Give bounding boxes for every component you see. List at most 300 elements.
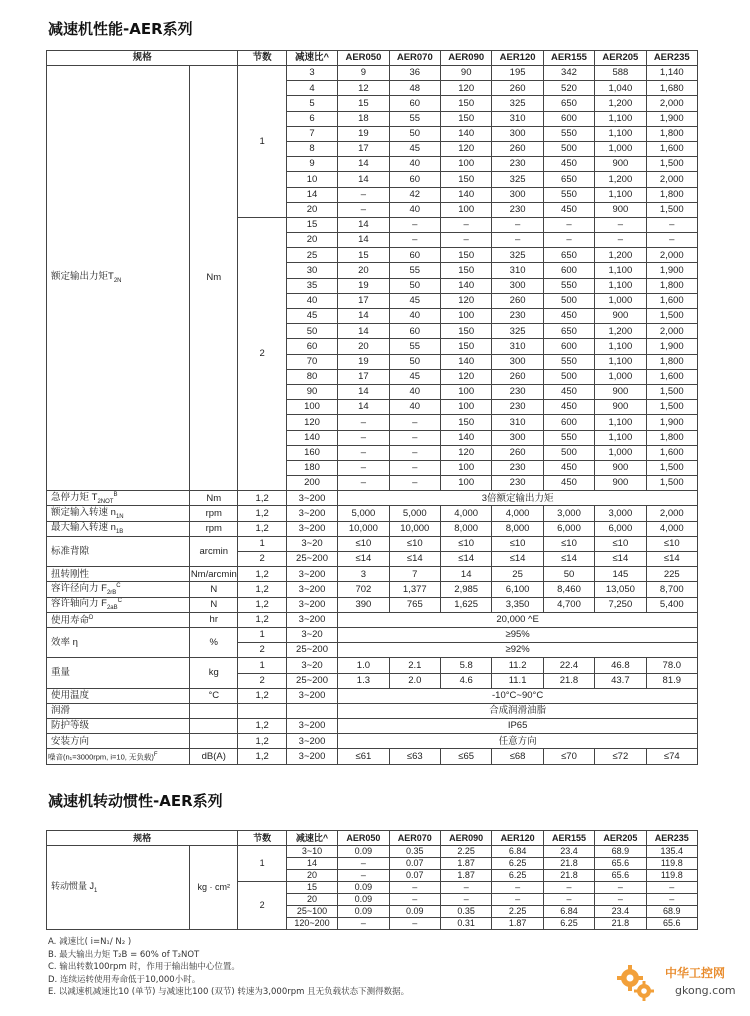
stage-cell: 1,2 — [238, 567, 286, 582]
stage-cell: 2 — [238, 217, 286, 490]
inertia-label — [47, 846, 190, 930]
axial-cell: 5,400 — [646, 597, 697, 612]
ratio-cell: 45 — [286, 309, 337, 324]
value-cell: – — [595, 894, 646, 906]
col-header: AER155 — [543, 51, 594, 66]
lube-row — [47, 703, 698, 718]
value-cell: 325 — [492, 96, 543, 111]
value-cell: 12 — [338, 81, 389, 96]
noise-cell: ≤63 — [389, 749, 440, 764]
rated_speed-cell: 4,000 — [492, 506, 543, 521]
backlash-cell: ≤10 — [389, 536, 440, 551]
value-cell: 1.87 — [441, 858, 492, 870]
axial-unit: N — [190, 597, 238, 612]
noise-cell: ≤70 — [543, 749, 594, 764]
value-cell: 2.25 — [492, 906, 543, 918]
ratio-cell: 20 — [286, 233, 337, 248]
weight-cell: 4.6 — [441, 673, 492, 688]
value-cell: 45 — [389, 369, 440, 384]
value-cell: 600 — [543, 339, 594, 354]
value-cell: 48 — [389, 81, 440, 96]
max_speed-cell: 6,000 — [595, 521, 646, 536]
page-title-inertia: 减速机转动惯性-AER系列 — [48, 792, 223, 810]
inertia-table — [46, 830, 698, 930]
axial-cell: 765 — [389, 597, 440, 612]
value-cell: 14 — [338, 157, 389, 172]
temp-label-text: 使用温度 — [51, 690, 90, 702]
mount-label: 安装方向 — [47, 734, 190, 749]
ratio-cell: 60 — [286, 339, 337, 354]
value-cell: 230 — [492, 157, 543, 172]
stage-cell: 1 — [238, 846, 286, 882]
noise-cell: ≤74 — [646, 749, 697, 764]
ratio-cell: 100 — [286, 400, 337, 415]
value-cell: 1,100 — [595, 263, 646, 278]
value-cell: 21.8 — [543, 858, 594, 870]
value-cell: 19 — [338, 126, 389, 141]
axial-cell: 7,250 — [595, 597, 646, 612]
inertia-label-text: 转动惯量 J — [51, 880, 95, 891]
lube-label: 润滑 — [47, 703, 190, 718]
max_speed-cell: 10,000 — [338, 521, 389, 536]
value-cell: 1,200 — [595, 172, 646, 187]
footnote-line: E. 以减速机减速比10 (单节) 与减速比100 (双节) 转速为3,000rpm 且无负载状态下测得数据。 — [48, 987, 410, 997]
value-cell: – — [543, 233, 594, 248]
rated_speed-cell: 2,000 — [646, 506, 697, 521]
protect-unit — [190, 719, 238, 734]
ratio-cell: 3~200 — [286, 597, 337, 612]
max_speed-label-text: 最大输入转速 n — [51, 521, 116, 533]
rated_speed-row — [47, 506, 698, 521]
value-cell: 2.25 — [441, 846, 492, 858]
value-cell: – — [389, 415, 440, 430]
table-row — [47, 66, 698, 81]
value-cell: 650 — [543, 324, 594, 339]
value-cell: 0.09 — [338, 882, 389, 894]
estop-unit: Nm — [190, 491, 238, 506]
value-cell: 119.8 — [646, 858, 697, 870]
value-cell: 100 — [441, 400, 492, 415]
value-cell: – — [595, 233, 646, 248]
noise-row — [47, 749, 698, 764]
value-cell: – — [338, 476, 389, 491]
value-cell: 150 — [441, 339, 492, 354]
ratio-cell: 4 — [286, 81, 337, 96]
weight-cell: 5.8 — [441, 658, 492, 673]
value-cell: – — [389, 445, 440, 460]
value-cell: 14 — [338, 400, 389, 415]
value-cell: – — [389, 894, 440, 906]
stiffness-label-text: 扭转刚性 — [51, 568, 90, 580]
value-cell: 650 — [543, 248, 594, 263]
noise-unit: dB(A) — [190, 749, 238, 764]
weight-cell: 43.7 — [595, 673, 646, 688]
value-cell: – — [389, 460, 440, 475]
value-cell: 60 — [389, 248, 440, 263]
footnotes — [48, 936, 409, 999]
value-cell: 50 — [389, 278, 440, 293]
radial-label-subscript: 2rB — [106, 589, 117, 596]
value-cell: 300 — [492, 126, 543, 141]
value-cell: – — [338, 858, 389, 870]
col-header: AER205 — [595, 51, 646, 66]
inertia-unit: kg · cm² — [190, 846, 238, 930]
ratio-cell: 3~200 — [286, 582, 337, 597]
value-cell: 325 — [492, 324, 543, 339]
value-cell: 140 — [441, 126, 492, 141]
ratio-cell: 5 — [286, 96, 337, 111]
stiffness-cell: 7 — [389, 567, 440, 582]
value-cell: 1,600 — [646, 445, 697, 460]
stiffness-row — [47, 567, 698, 582]
rated_speed-cell: 5,000 — [389, 506, 440, 521]
value-cell: – — [389, 476, 440, 491]
ratio-cell — [286, 703, 337, 718]
radial-cell: 1,377 — [389, 582, 440, 597]
footnote-line: A. 减速比( i=N₁/ N₂ ) — [48, 937, 132, 947]
backlash-cell: ≤14 — [441, 552, 492, 567]
noise-cell: ≤68 — [492, 749, 543, 764]
radial-label — [47, 582, 190, 597]
value-cell: 150 — [441, 263, 492, 278]
ratio-cell: 3~200 — [286, 749, 337, 764]
value-cell: 60 — [389, 172, 440, 187]
value-cell: 1,500 — [646, 384, 697, 399]
ratio-cell: 3~20 — [286, 536, 337, 551]
ratio-cell: 3~200 — [286, 521, 337, 536]
value-cell: 310 — [492, 263, 543, 278]
value-cell: 650 — [543, 96, 594, 111]
ratio-cell: 15 — [286, 882, 337, 894]
value-cell: 1,000 — [595, 445, 646, 460]
rated_speed-cell: 3,000 — [543, 506, 594, 521]
rated_speed-label-text: 额定输入转速 n — [51, 506, 116, 518]
value-cell: 90 — [441, 66, 492, 81]
ratio-cell: 200 — [286, 476, 337, 491]
value-cell: 0.35 — [389, 846, 440, 858]
value-cell: 1,200 — [595, 324, 646, 339]
weight-label: 重量 — [47, 658, 190, 688]
radial-cell: 8,460 — [543, 582, 594, 597]
value-cell: – — [338, 918, 389, 930]
value-cell: 1,040 — [595, 81, 646, 96]
value-cell: 520 — [543, 81, 594, 96]
value-cell: 550 — [543, 430, 594, 445]
value-cell: 150 — [441, 324, 492, 339]
axial-cell: 1,625 — [441, 597, 492, 612]
value-cell: 18 — [338, 111, 389, 126]
value-cell: 300 — [492, 354, 543, 369]
torque-label-text: 额定输出力矩T — [51, 271, 114, 283]
weight-cell: 78.0 — [646, 658, 697, 673]
value-cell: 1,000 — [595, 369, 646, 384]
value-cell: 150 — [441, 172, 492, 187]
noise-cell: ≤61 — [338, 749, 389, 764]
radial-unit: N — [190, 582, 238, 597]
col-header-spec: 规格 — [47, 831, 238, 846]
value-cell: 65.6 — [595, 870, 646, 882]
value-cell: 55 — [389, 339, 440, 354]
backlash-cell: ≤14 — [543, 552, 594, 567]
value-cell: 450 — [543, 157, 594, 172]
value-cell: 100 — [441, 202, 492, 217]
ratio-cell: 25~100 — [286, 906, 337, 918]
estop-label-subscript: 2NOT — [97, 498, 114, 505]
backlash-cell: ≤10 — [441, 536, 492, 551]
max_speed-label-subscript: 1B — [115, 528, 124, 535]
ratio-cell: 70 — [286, 354, 337, 369]
protect-value: IP65 — [338, 719, 698, 734]
axial-cell: 390 — [338, 597, 389, 612]
value-cell: 500 — [543, 445, 594, 460]
stiffness-unit: Nm/arcmin — [190, 567, 238, 582]
ratio-cell: 8 — [286, 141, 337, 156]
ratio-cell: 15 — [286, 217, 337, 232]
value-cell: 17 — [338, 369, 389, 384]
temp-value: -10°C~90°C — [338, 688, 698, 703]
value-cell: 1,100 — [595, 339, 646, 354]
life-unit: hr — [190, 612, 238, 627]
axial-label-superscript: C — [117, 598, 122, 605]
efficiency-label: 效率 η — [47, 627, 190, 657]
value-cell: – — [338, 870, 389, 882]
value-cell: – — [441, 882, 492, 894]
radial-label-superscript: C — [116, 582, 121, 589]
col-header: AER050 — [338, 831, 389, 846]
watermark-logo — [615, 960, 745, 1008]
value-cell: 2,000 — [646, 248, 697, 263]
value-cell: – — [441, 894, 492, 906]
value-cell: – — [338, 187, 389, 202]
value-cell: 100 — [441, 157, 492, 172]
stage-cell: 1 — [238, 627, 286, 642]
header-row — [47, 51, 698, 66]
max_speed-cell: 6,000 — [543, 521, 594, 536]
value-cell: 45 — [389, 141, 440, 156]
weight-cell: 2.1 — [389, 658, 440, 673]
max_speed-cell: 4,000 — [646, 521, 697, 536]
value-cell: 1,800 — [646, 430, 697, 445]
estop-label-superscript: B — [113, 491, 118, 498]
radial-cell: 13,050 — [595, 582, 646, 597]
value-cell: – — [646, 217, 697, 232]
value-cell: 600 — [543, 263, 594, 278]
value-cell: 260 — [492, 141, 543, 156]
ratio-cell: 25~200 — [286, 673, 337, 688]
col-header: 节数 — [238, 831, 286, 846]
ratio-cell: 3~200 — [286, 688, 337, 703]
axial-label-subscript: 2aB — [106, 605, 118, 612]
value-cell: 2,000 — [646, 324, 697, 339]
ratio-cell: 140 — [286, 430, 337, 445]
stiffness-cell: 14 — [441, 567, 492, 582]
value-cell: – — [338, 430, 389, 445]
axial-cell: 3,350 — [492, 597, 543, 612]
footnote-line: B. 最大输出力矩 T₂B = 60% of T₂NOT — [48, 949, 200, 960]
col-header: AER050 — [338, 51, 389, 66]
value-cell: 14 — [338, 233, 389, 248]
value-cell: 68.9 — [595, 846, 646, 858]
value-cell: – — [595, 217, 646, 232]
stage-cell: 1,2 — [238, 688, 286, 703]
value-cell: 1,800 — [646, 278, 697, 293]
value-cell: 0.09 — [389, 906, 440, 918]
value-cell: 14 — [338, 217, 389, 232]
axial-label — [47, 597, 190, 612]
value-cell: 50 — [389, 126, 440, 141]
ratio-cell: 3 — [286, 66, 337, 81]
value-cell: 1,900 — [646, 263, 697, 278]
backlash-unit: arcmin — [190, 536, 238, 566]
value-cell: 230 — [492, 460, 543, 475]
value-cell: 650 — [543, 172, 594, 187]
value-cell: 500 — [543, 369, 594, 384]
mount-value: 任意方向 — [338, 734, 698, 749]
life-value: 20,000 ^E — [338, 612, 698, 627]
value-cell: – — [389, 918, 440, 930]
stage-cell: 1,2 — [238, 719, 286, 734]
noise-label-superscript: F — [153, 752, 158, 759]
ratio-cell: 3~200 — [286, 491, 337, 506]
value-cell: 342 — [543, 66, 594, 81]
value-cell: 450 — [543, 384, 594, 399]
value-cell: 195 — [492, 66, 543, 81]
value-cell: 0.09 — [338, 894, 389, 906]
value-cell: 19 — [338, 278, 389, 293]
value-cell: 900 — [595, 476, 646, 491]
value-cell: – — [338, 202, 389, 217]
value-cell: 9 — [338, 66, 389, 81]
value-cell: 230 — [492, 400, 543, 415]
value-cell: 6.25 — [543, 918, 594, 930]
col-header: 减速比^ — [286, 831, 337, 846]
torque-unit: Nm — [190, 66, 238, 491]
value-cell: – — [338, 460, 389, 475]
value-cell: 1,600 — [646, 141, 697, 156]
value-cell: 450 — [543, 460, 594, 475]
inertia-label-subscript: 1 — [94, 887, 98, 894]
backlash-cell: ≤14 — [646, 552, 697, 567]
value-cell: 900 — [595, 460, 646, 475]
value-cell: 14 — [338, 309, 389, 324]
value-cell: – — [543, 882, 594, 894]
radial-cell: 6,100 — [492, 582, 543, 597]
rated_speed-label-subscript: 1N — [115, 513, 124, 520]
value-cell: 14 — [338, 384, 389, 399]
estop-label — [47, 491, 190, 506]
header-row — [47, 831, 698, 846]
stage-cell: 1,2 — [238, 582, 286, 597]
value-cell: 65.6 — [595, 858, 646, 870]
noise-cell: ≤65 — [441, 749, 492, 764]
value-cell: 310 — [492, 339, 543, 354]
value-cell: 230 — [492, 202, 543, 217]
value-cell: 260 — [492, 81, 543, 96]
value-cell: 140 — [441, 430, 492, 445]
value-cell: 120 — [441, 293, 492, 308]
value-cell: 260 — [492, 445, 543, 460]
backlash-cell: ≤14 — [338, 552, 389, 567]
value-cell: – — [389, 430, 440, 445]
performance-table — [46, 50, 698, 765]
value-cell: 2,000 — [646, 96, 697, 111]
value-cell: – — [646, 233, 697, 248]
col-header: AER205 — [595, 831, 646, 846]
value-cell: – — [595, 882, 646, 894]
value-cell: 140 — [441, 354, 492, 369]
radial-cell: 8,700 — [646, 582, 697, 597]
stage-cell: 2 — [238, 882, 286, 930]
value-cell: 1,100 — [595, 126, 646, 141]
value-cell: 230 — [492, 476, 543, 491]
value-cell: 45 — [389, 293, 440, 308]
value-cell: 0.07 — [389, 858, 440, 870]
ratio-cell: 20 — [286, 202, 337, 217]
max_speed-cell: 8,000 — [441, 521, 492, 536]
stage-cell: 1,2 — [238, 491, 286, 506]
value-cell: 15 — [338, 248, 389, 263]
value-cell: 310 — [492, 415, 543, 430]
footnote-line: C. 输出转数100rpm 时，作用于输出轴中心位置。 — [48, 962, 240, 972]
col-header: AER120 — [492, 51, 543, 66]
col-header: AER235 — [646, 51, 697, 66]
col-header: AER090 — [441, 51, 492, 66]
lube-value: 合成润滑油脂 — [338, 703, 698, 718]
noise-label-text: 噪音(n₁=3000rpm, i=10, 无负载) — [48, 752, 154, 762]
value-cell: 1,800 — [646, 126, 697, 141]
value-cell: 550 — [543, 354, 594, 369]
value-cell: 450 — [543, 202, 594, 217]
value-cell: – — [441, 217, 492, 232]
col-header: AER070 — [389, 51, 440, 66]
ratio-cell: 14 — [286, 858, 337, 870]
ratio-cell: 3~10 — [286, 846, 337, 858]
value-cell: 23.4 — [595, 906, 646, 918]
col-header: 减速比^ — [286, 51, 337, 66]
ratio-cell: 20 — [286, 870, 337, 882]
value-cell: 450 — [543, 400, 594, 415]
backlash-cell: ≤14 — [595, 552, 646, 567]
value-cell: 20 — [338, 339, 389, 354]
value-cell: 120 — [441, 445, 492, 460]
weight-unit: kg — [190, 658, 238, 688]
value-cell: 120 — [441, 81, 492, 96]
estop-row — [47, 491, 698, 506]
value-cell: 21.8 — [595, 918, 646, 930]
value-cell: 55 — [389, 263, 440, 278]
temp-row — [47, 688, 698, 703]
temp-unit: °C — [190, 688, 238, 703]
value-cell: 550 — [543, 278, 594, 293]
ratio-cell: 25 — [286, 248, 337, 263]
value-cell: 1,100 — [595, 354, 646, 369]
page-title-performance: 减速机性能-AER系列 — [48, 20, 193, 38]
backlash-cell: ≤10 — [338, 536, 389, 551]
value-cell: 1,140 — [646, 66, 697, 81]
stage-cell — [238, 703, 286, 718]
life-label-text: 使用寿命 — [51, 614, 90, 626]
ratio-cell: 90 — [286, 384, 337, 399]
value-cell: 119.8 — [646, 870, 697, 882]
value-cell: 1,200 — [595, 96, 646, 111]
value-cell: 325 — [492, 172, 543, 187]
value-cell: 1,100 — [595, 278, 646, 293]
value-cell: 1,680 — [646, 81, 697, 96]
ratio-cell: 3~200 — [286, 734, 337, 749]
value-cell: 1,500 — [646, 309, 697, 324]
value-cell: 500 — [543, 293, 594, 308]
ratio-cell: 30 — [286, 263, 337, 278]
